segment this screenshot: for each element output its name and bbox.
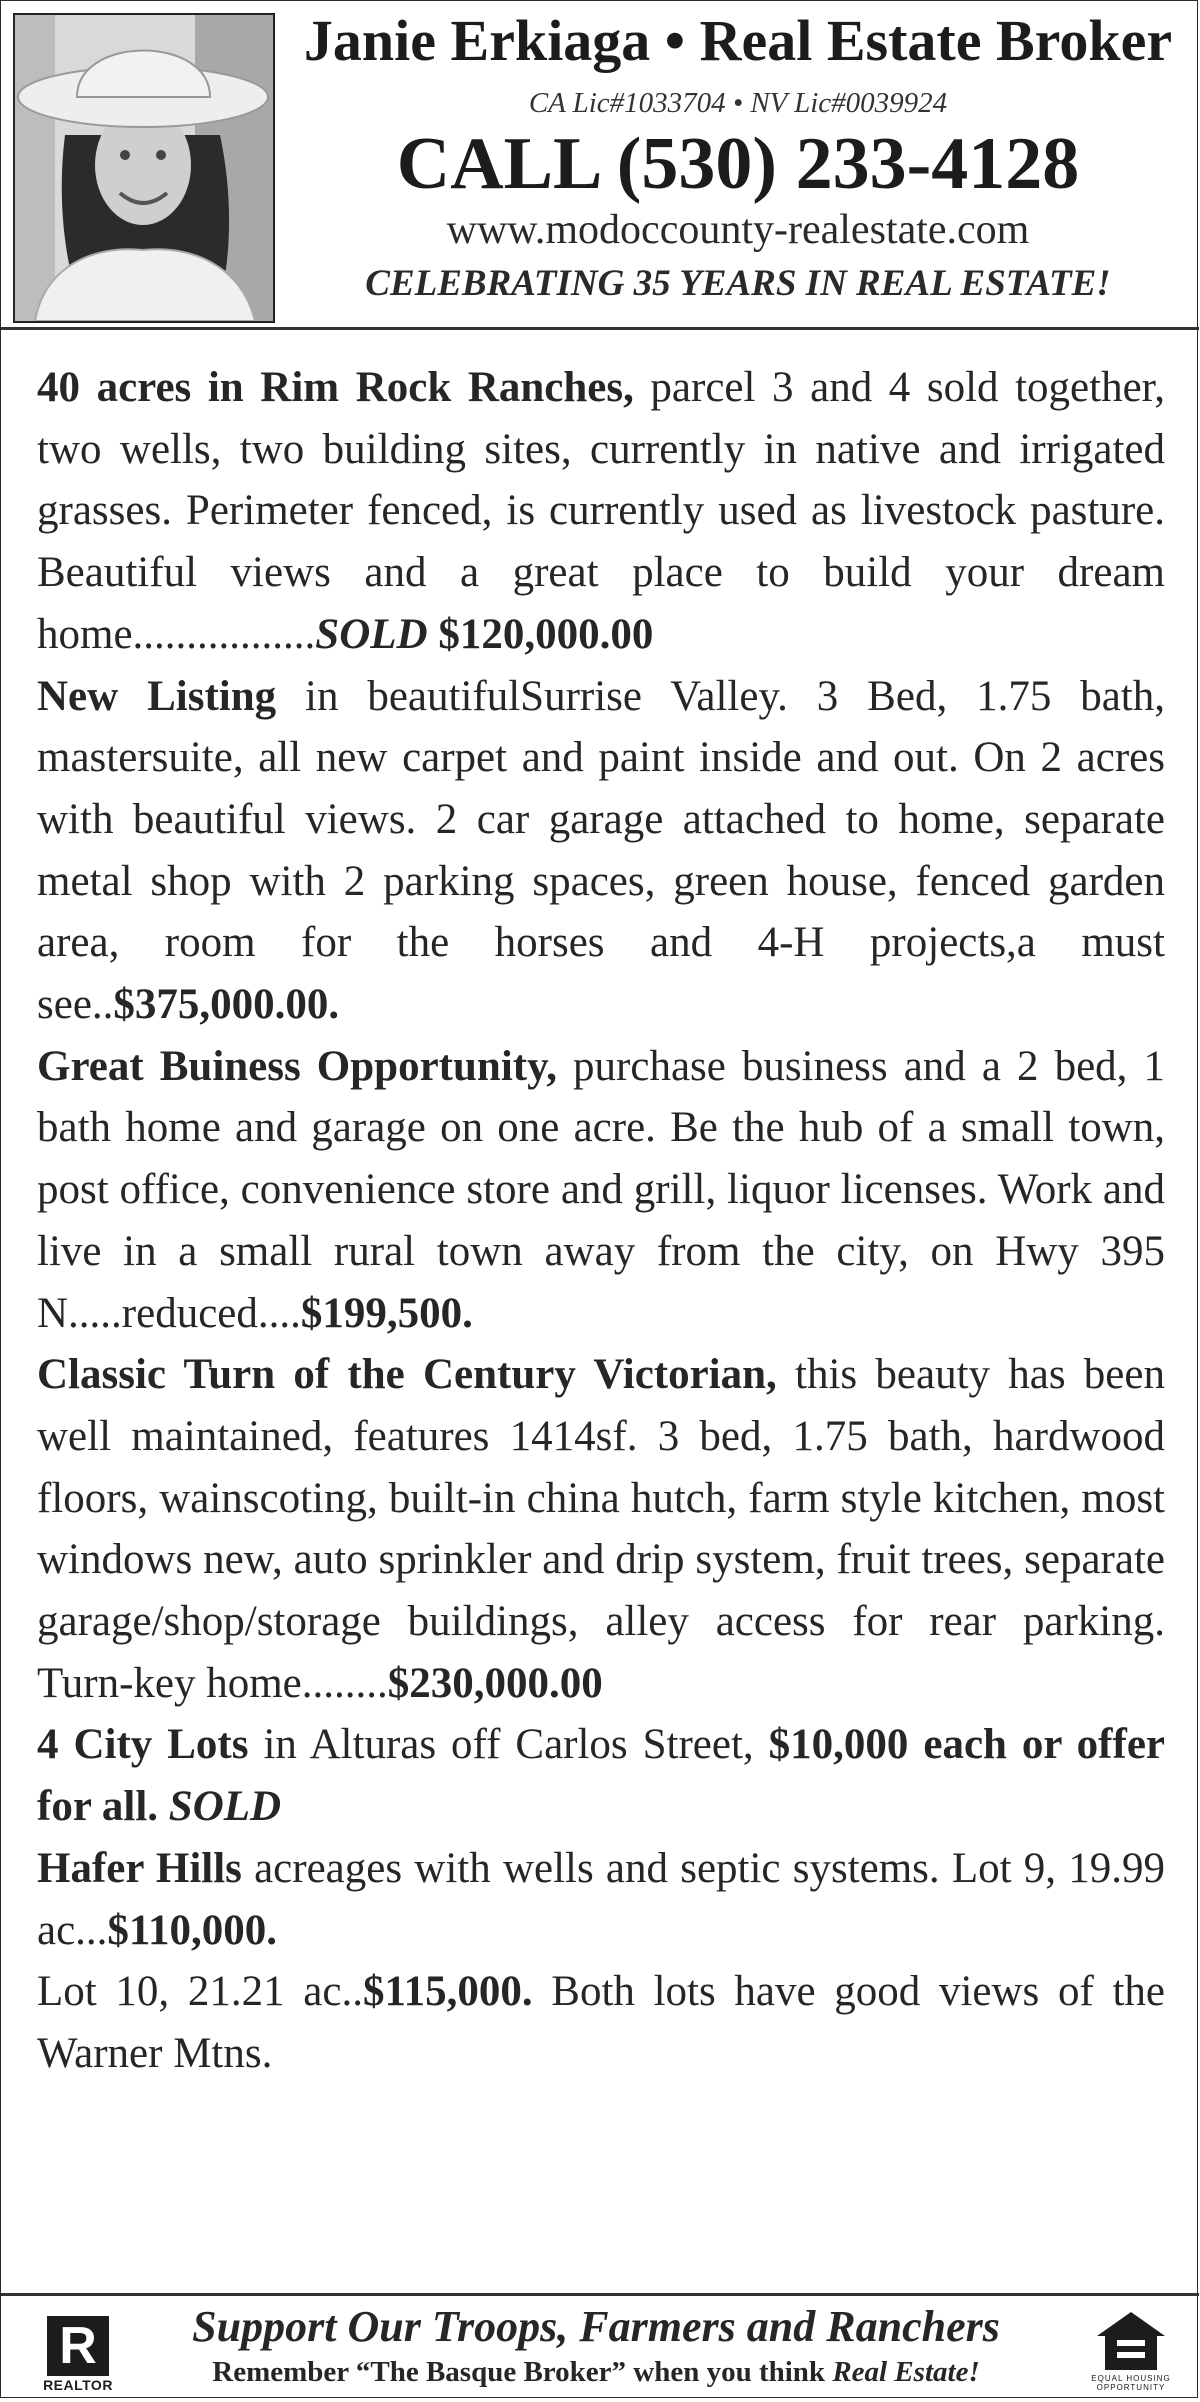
realtor-logo-icon (37, 2316, 119, 2396)
ad-header (1, 1, 1199, 330)
footer-remember (131, 2352, 1061, 2392)
listing-hafer-hills (37, 1838, 1165, 1961)
listing-price: $120,000.00 (427, 610, 654, 658)
agent-photo (13, 13, 275, 323)
listing-status: SOLD (168, 1783, 282, 1831)
listing-title: 4 City Lots (37, 1721, 249, 1769)
listing-text: purchase business and a 2 bed, 1 bath home and garage on one acre. Be the hub of a small town, post office, convenience store and grill, liquor licenses. Work and live in a small rural town away from the city, on Hwy 395 N.....reduced.... (37, 1042, 1165, 1337)
listing-price: $10,000 each or offer for all. (37, 1721, 1165, 1831)
listing-price: $115,000. (362, 1968, 533, 2016)
website-url[interactable]: www.modoccounty-realestate.com (446, 207, 1030, 253)
listing-title: Great Buiness Opportunity, (37, 1042, 557, 1090)
listing-price: $199,500. (300, 1289, 473, 1337)
listing-text: this beauty has been well maintained, features 1414sf. 3 bed, 1.75 bath, hardwood floors, wainscoting, built-in china hutch, farm style kitchen, most windows new, auto sprinkler and drip system, fruit trees, separate garage/shop/storage buildings, alley access for rear parking. Turn-key home........ (37, 1351, 1165, 1707)
listing-text: in beautifulSurrise Valley. 3 Bed, 1.75 bath, mastersuite, all new carpet and paint inside and out. On 2 acres with beautiful views. 2 car garage attached to home, separate metal shop with 2 parking spaces, green house, fenced garden area, room for the horses and 4-H projects,a must see.. (37, 672, 1165, 1029)
listings (37, 357, 1165, 2085)
license-numbers: CA Lic#1033704 • NV Lic#0039924 (528, 87, 948, 119)
listing-text: acreages with wells and septic systems. Lot 9, 19.99 ac... (37, 1844, 1165, 1954)
listing-title: 40 acres in Rim Rock Ranches, (37, 364, 634, 411)
listing-title: Hafer Hills (37, 1844, 242, 1892)
footer-slogan: Support Our Troops, Farmers and Ranchers (192, 2302, 1000, 2351)
phone-number[interactable]: CALL (530) 233-4128 (396, 123, 1080, 205)
footer-text (131, 2302, 1061, 2392)
listing-rim-rock (37, 357, 1165, 666)
listing-text: parcel 3 and 4 sold together, two wells, two building sites, currently in native and irrigated grasses. Perimeter fenced, is currently used as livestock pasture. Beautiful views and a great place to build your dream home................. (37, 364, 1166, 658)
listing-price: $110,000. (107, 1906, 278, 1954)
listing-city-lots (37, 1714, 1165, 1837)
header-text (283, 1, 1193, 327)
listing-text: in Alturas off Carlos Street, (248, 1721, 769, 1769)
listing-status: SOLD (315, 610, 428, 658)
listing-title: Classic Turn of the Century Victorian, (37, 1351, 777, 1399)
tagline: CELEBRATING 35 YEARS IN REAL ESTATE! (365, 263, 1111, 304)
listing-text-after: Both lots have good views of the Warner Mtns. (37, 1968, 1165, 2077)
broker-name: Janie Erkiaga • Real Estate Broker (303, 8, 1173, 73)
listing-lot-10 (37, 1961, 1165, 2084)
footer-remember-text: Remember “The Basque Broker” when you think (212, 2356, 833, 2388)
listing-new (37, 666, 1165, 1036)
footer-remember-italic: Real Estate! (832, 2356, 980, 2388)
listing-title: New Listing (37, 672, 277, 720)
listing-business (37, 1036, 1165, 1345)
listing-price: $375,000.00. (113, 981, 340, 1029)
realtor-letter: R (59, 2317, 97, 2375)
listing-price: $230,000.00 (387, 1659, 603, 1707)
eho-label: EQUAL HOUSING OPPORTUNITY (1091, 2374, 1171, 2392)
agent-portrait-icon (15, 15, 273, 321)
listing-text: Lot 10, 21.21 ac.. (37, 1968, 363, 2016)
ad-footer (1, 2293, 1199, 2402)
equal-housing-icon (1081, 2310, 1181, 2396)
house-icon (1095, 2310, 1167, 2374)
realtor-label: REALTOR (43, 2377, 113, 2393)
listing-victorian (37, 1344, 1165, 1714)
